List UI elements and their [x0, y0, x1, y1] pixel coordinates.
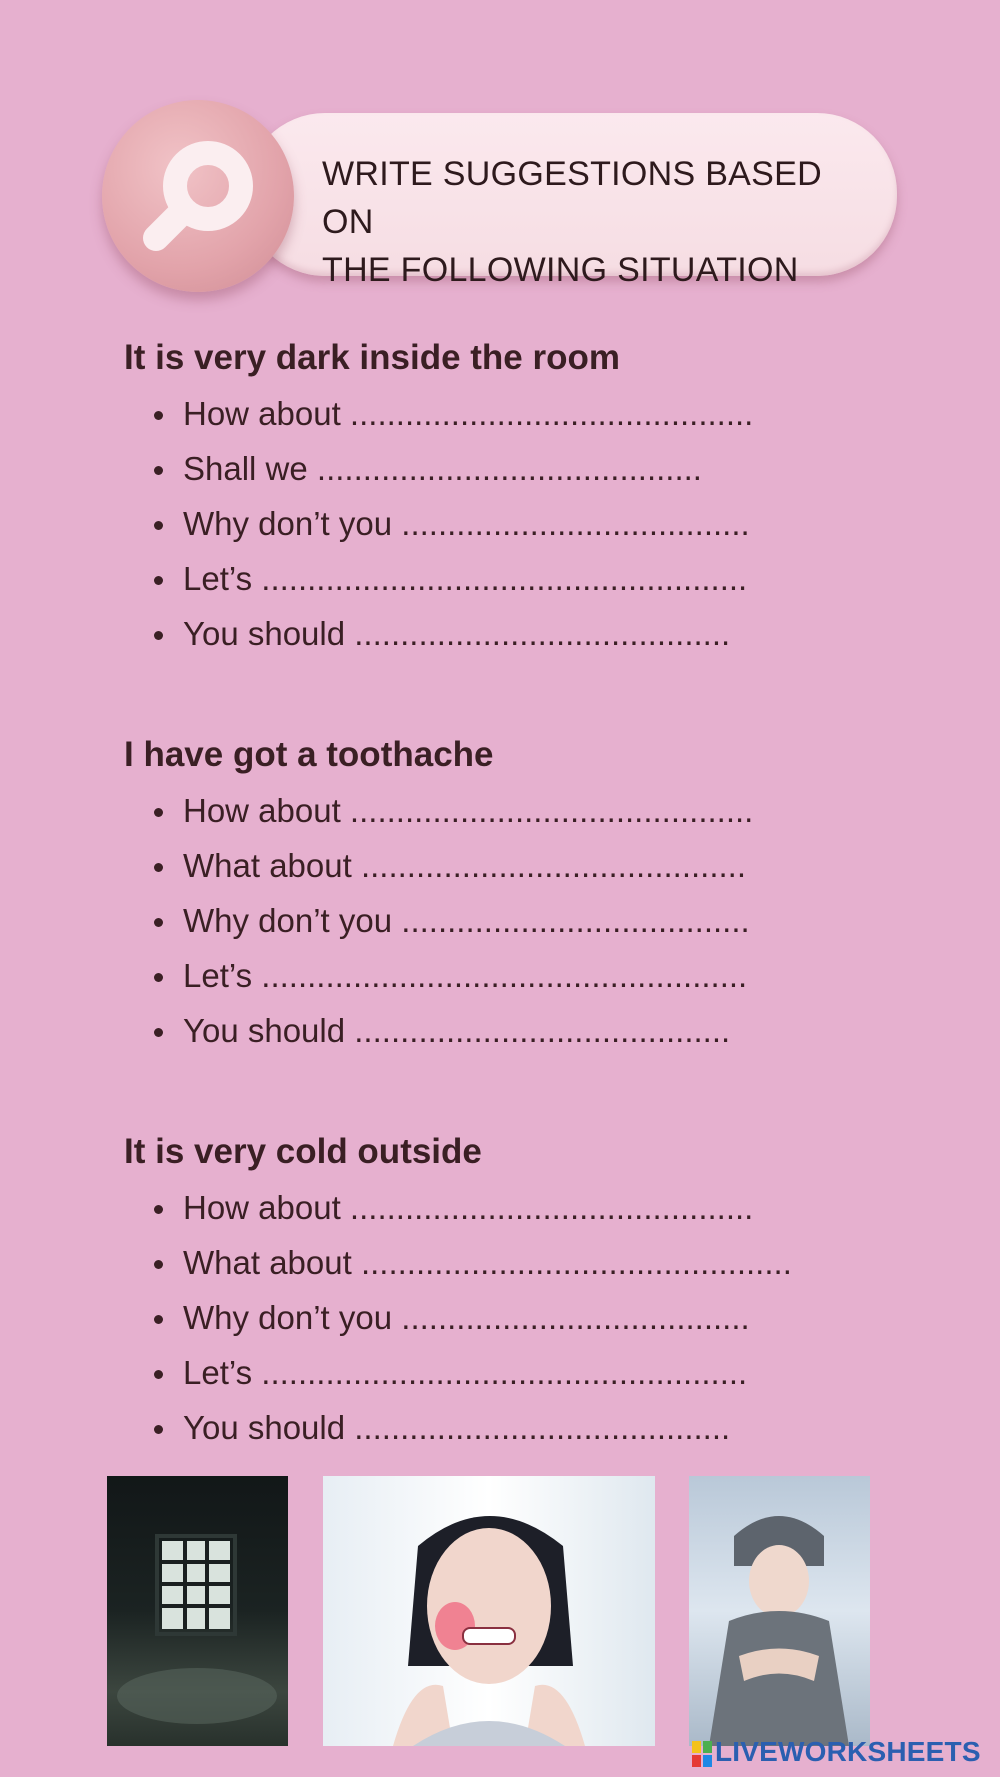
suggestion-item[interactable]: Let’s ..................................................... [124, 557, 984, 612]
suggestion-list [124, 392, 984, 667]
suggestion-item[interactable]: Why don’t you ...................................... [124, 899, 984, 954]
search-icon [128, 126, 268, 266]
suggestion-item[interactable]: You should ......................................... [124, 1406, 984, 1461]
suggestion-item[interactable]: Shall we .......................................... [124, 447, 984, 502]
liveworksheets-logo [692, 1736, 981, 1770]
suggestion-item[interactable]: What about .......................................... [124, 844, 984, 899]
situation-heading: I have got a toothache [124, 735, 494, 774]
suggestion-list [124, 789, 984, 1064]
suggestion-item[interactable]: Let’s ..................................................... [124, 954, 984, 1009]
suggestion-item[interactable]: How about ............................................ [124, 789, 984, 844]
situation-toothache [124, 733, 984, 1064]
search-badge [102, 100, 294, 292]
situation-cold-outside [124, 1130, 984, 1461]
suggestion-item[interactable]: Let’s ..................................................... [124, 1351, 984, 1406]
dark-room-photo [107, 1476, 288, 1746]
suggestion-item[interactable]: How about ............................................ [124, 1186, 984, 1241]
page-title [322, 150, 882, 294]
cold-woman-photo [689, 1476, 870, 1746]
situation-heading: It is very cold outside [124, 1132, 482, 1171]
suggestion-item[interactable]: Why don’t you ...................................... [124, 1296, 984, 1351]
suggestion-item[interactable]: You should ......................................... [124, 612, 984, 667]
logo-text: LIVEWORKSHEETS [715, 1736, 981, 1767]
title-line-1: WRITE SUGGESTIONS BASED ON [322, 155, 822, 241]
situation-heading: It is very dark inside the room [124, 338, 620, 377]
suggestion-item[interactable]: What about ............................................... [124, 1241, 984, 1296]
toothache-woman-photo [323, 1476, 655, 1746]
suggestion-item[interactable]: How about ............................................ [124, 392, 984, 447]
title-line-2: THE FOLLOWING SITUATION [322, 251, 799, 289]
suggestion-item[interactable]: Why don’t you ...................................... [124, 502, 984, 557]
logo-icon [692, 1741, 712, 1767]
situation-dark-room [124, 336, 984, 667]
suggestion-list [124, 1186, 984, 1461]
suggestion-item[interactable]: You should ......................................... [124, 1009, 984, 1064]
